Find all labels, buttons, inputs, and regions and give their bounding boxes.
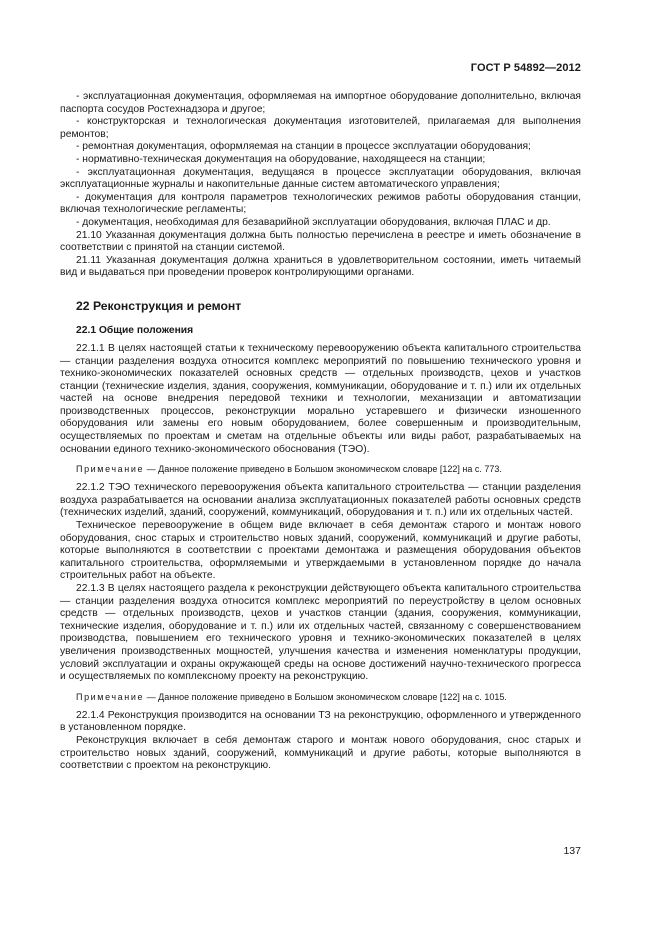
subsection-title: 22.1 Общие положения — [76, 324, 194, 336]
list-item: - документация, необходимая для безаварийной эксплуатации оборудования, включая ПЛАС и др. — [76, 216, 551, 228]
list-item: - эксплуатационная документация, ведущаяся в процессе эксплуатации оборудования, включая эксплуатационные журналы и накопительные данные систем автоматического управления; — [60, 166, 581, 191]
paragraph-22-1-4: 22.1.4 Реконструкция производится на основании ТЗ на реконструкцию, оформленного и утвержденного в установленном порядке. — [60, 709, 581, 734]
section-title: 22 Реконструкция и ремонт — [76, 298, 242, 313]
paragraph-21-10: 21.10 Указанная документация должна быть полностью перечислена в реестре и иметь обозначение в соответствии с принятой на станции системой. — [60, 229, 581, 254]
paragraph-21-11: 21.11 Указанная документация должна храниться в удовлетворительном состоянии, иметь читаемый вид и выдаваться при проведении проверок контролирующими органами. — [60, 254, 581, 279]
list-item: - конструкторская и технологическая документация изготовителей, прилагаемая для выполнения ремонтов; — [60, 116, 581, 140]
note-text: — Данное положение приведено в Большом экономическом словаре [122] на с. 1015. — [144, 691, 507, 702]
note — [76, 692, 581, 703]
paragraph-22-1-2: 22.1.2 ТЭО технического перевооружения объекта капитального строительства — станции разделения воздуха разрабатывается на основании анализа эксплуатационных показателей работы основных средств (технических изделий, зданий, сооружений, коммуникаций, оборудования и т. п.) или их отдельных частей. — [60, 482, 581, 519]
page-content — [60, 91, 581, 773]
page-number: 137 — [563, 845, 581, 857]
list-item: - ремонтная документация, оформляемая на станции в процессе эксплуатации оборудования; — [76, 141, 531, 153]
document-header: ГОСТ Р 54892—2012 — [470, 62, 581, 74]
paragraph-reconstruction: Реконструкция включает в себя демонтаж старого и монтаж нового оборудования, снос старых и строительство новых зданий, сооружений, коммуникаций и другие работы, которые выполняются в соответствии с проектом на реконструкцию. — [60, 734, 581, 772]
note — [76, 464, 581, 475]
note-label: Примечание — [76, 691, 145, 702]
list-item: - эксплуатационная документация, оформляемая на импортное оборудование дополнительно, включая паспорта сосудов Ростехнадзора и другое; — [60, 91, 581, 115]
note-label: Примечание — [76, 464, 145, 475]
list-item: - нормативно-техническая документация на оборудование, находящееся на станции; — [76, 153, 486, 165]
list-item: - документация для контроля параметров технологических режимов работы оборудования станции, включая технологические регламенты; — [60, 191, 581, 216]
paragraph-22-1-3: 22.1.3 В целях настоящего раздела к реконструкции действующего объекта капитального строительства — станции разделения воздуха относится комплекс мероприятий по переустройству в целом основных средств — отдельных производств, цехов и участков станции (здания, сооружения, коммуникации, технические изделия, оборудование и т. п.) или их отдельных частей, связанному с совершенствованием производства, повышением его технического уровня и технико-экономических показателей в целях увеличения производственных мощностей, улучшения качества и изменения номенклатуры продукции, условий эксплуатации и охраны окружающей среды на основе достижений научно-технического прогресса и осуществляемых по комплексному проекту на реконструкцию. — [60, 583, 581, 683]
note-text: — Данное положение приведено в Большом экономическом словаре [122] на с. 773. — [144, 464, 502, 475]
paragraph-tech-rearmament: Техническое перевооружение в общем виде включает в себя демонтаж старого и монтаж нового оборудования, снос старых и строительство новых зданий, сооружений, коммуникаций и другие работы, которые выполняются в соответствии с проектами демонтажа и размещения оборудования объектов капитального строительства, оформляемыми и утверждаемыми в установленном порядке до начала строительных работ на объекте. — [60, 520, 581, 582]
paragraph-22-1-1: 22.1.1 В целях настоящей статьи к техническому перевооружению объекта капитального строительства — станции разделения воздуха относится комплекс мероприятий по повышению технического уровня и технико-экономических показателей основных средств — отдельных производств, цехов и участков станции (технические изделия, здания, сооружения, коммуникации, оборудование и т. п.) или их отдельных частей на основе внедрения передовой техники и технологии, механизации и автоматизации производственных процессов, реконструкции морально устаревшего и физически изношенного оборудования или замены его новым оборудованием, более совершенным и производительным, осуществляемых по проектам и сметам на отдельные объекты или виды работ, разрабатываемых на основании единого технико-экономического обоснования (ТЭО). — [60, 342, 581, 455]
